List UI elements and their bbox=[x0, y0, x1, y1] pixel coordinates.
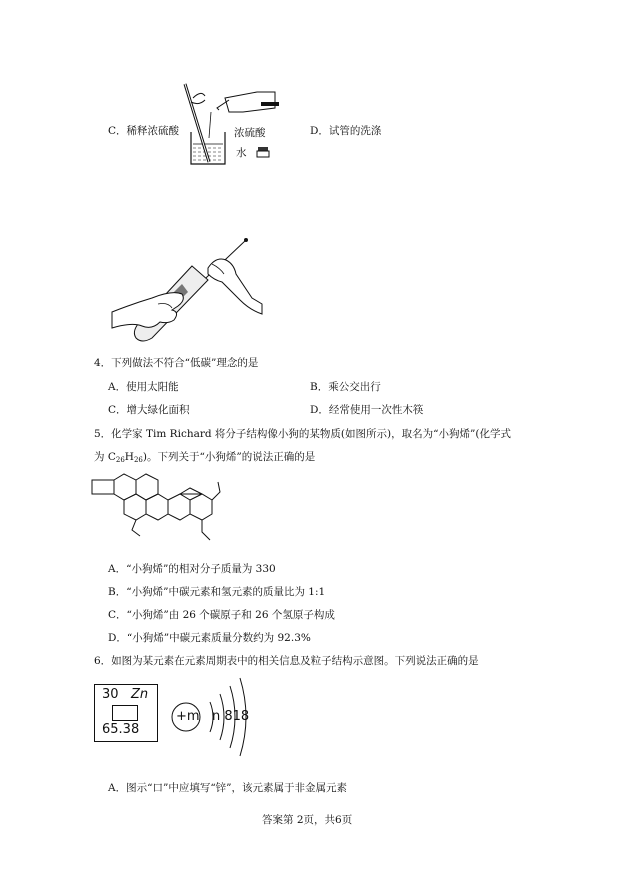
q5-option-d: D．“小狗烯”中碳元素质量分数约为 92.3% bbox=[108, 632, 311, 644]
q5-option-c: C．“小狗烯”由 26 个碳原子和 26 个氢原子构成 bbox=[108, 609, 335, 621]
stopper-icon bbox=[256, 146, 270, 158]
dilute-acid-figure bbox=[185, 82, 285, 167]
puppy-ene-structure-figure bbox=[92, 470, 232, 550]
element-symbol: Zn bbox=[131, 687, 149, 702]
q5-option-b: B．“小狗烯”中碳元素和氢元素的质量比为 1:1 bbox=[108, 586, 326, 598]
q4-option-c: C．增大绿化面积 bbox=[108, 404, 190, 416]
q3-option-d: D．试管的洗涤 bbox=[310, 125, 382, 137]
q3-option-c: C．稀释浓硫酸 bbox=[108, 125, 180, 137]
q4-option-b: B．乘公交出行 bbox=[310, 381, 381, 393]
test-tube-washing-figure bbox=[112, 234, 262, 344]
q4-stem: 4．下列做法不符合“低碳”理念的是 bbox=[94, 357, 259, 369]
shell-electrons-label: n 818 bbox=[212, 709, 250, 724]
figure-label-water: 水 bbox=[236, 147, 247, 159]
page-footer: 答案第 2页，共6页 bbox=[262, 814, 353, 826]
q5-stem-line1: 5．化学家 Tim Richard 将分子结构像小狗的某物质(如图所示)，取名为“小狗烯”(化学式 bbox=[94, 428, 511, 440]
figure-label-acid: 浓硫酸 bbox=[234, 127, 266, 139]
q4-option-a: A．使用太阳能 bbox=[108, 381, 179, 393]
element-mass: 65.38 bbox=[102, 722, 140, 737]
q5-option-a: A．“小狗烯”的相对分子质量为 330 bbox=[108, 563, 276, 575]
q6-stem: 6．如图为某元素在元素周期表中的相关信息及粒子结构示意图。下列说法正确的是 bbox=[94, 655, 479, 667]
q6-option-a: A．图示“口”中应填写“锌”，该元素属于非金属元素 bbox=[108, 782, 348, 794]
nucleus-label: +m bbox=[176, 709, 200, 724]
q5-stem-line2: 为 $C_{26}H_{26}$)。下列关于“小狗烯”的说法正确的是 bbox=[94, 451, 316, 464]
element-number: 30 bbox=[102, 687, 119, 702]
q4-option-d: D．经常使用一次性木筷 bbox=[310, 404, 424, 416]
element-name-blank bbox=[112, 705, 138, 721]
